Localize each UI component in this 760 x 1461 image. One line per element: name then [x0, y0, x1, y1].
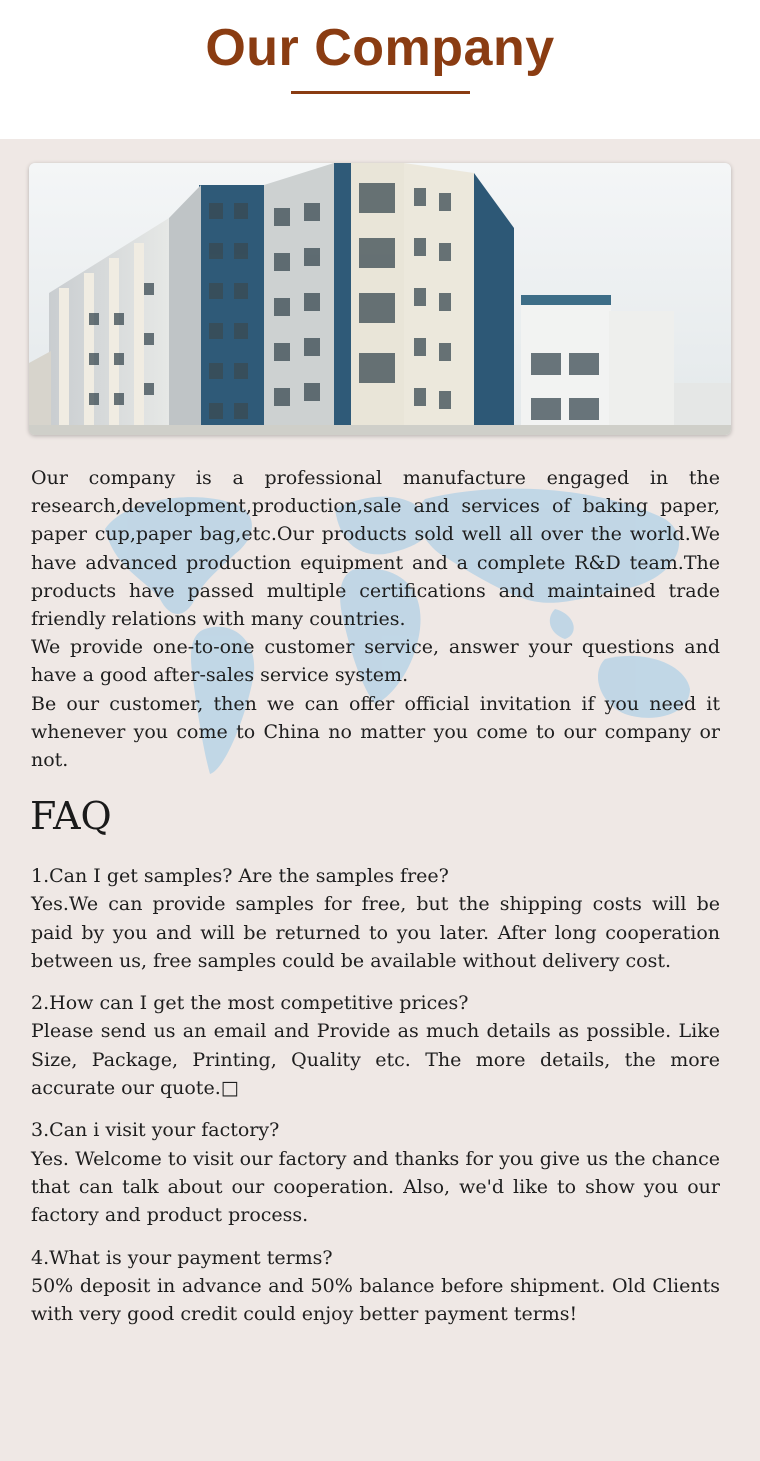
faq-question: 2.How can I get the most competitive prices? — [31, 992, 469, 1015]
faq-item — [31, 1244, 720, 1329]
faq-answer: Yes. Welcome to visit our factory and thanks for you give us the chance that can talk about our cooperation. Also, we'd like to show you our factory and product process. — [31, 1147, 720, 1227]
faq-question: 1.Can I get samples? Are the samples free? — [31, 865, 449, 887]
title-underline — [291, 91, 470, 94]
company-intro — [31, 464, 720, 774]
faq-question: 4.What is your payment terms? — [31, 1246, 333, 1269]
faq-item — [31, 989, 720, 1102]
page-title: Our Company — [205, 19, 555, 77]
faq-title: FAQ — [30, 794, 112, 838]
faq-item — [31, 862, 720, 975]
header — [0, 0, 760, 139]
factory-photo — [29, 163, 731, 435]
faq-answer: 50% deposit in advance and 50% balance before shipment. Old Clients with very good credit could enjoy better payment terms! — [31, 1274, 720, 1326]
intro-paragraph: Our company is a professional manufacture engaged in the research,development,production,sale and services of baking paper, paper cup,paper bag,etc.Our products sold well all over the world.We have advanced production equipment and a complete R&D team.The products have passed multiple certifications and maintained trade friendly relations with many countries. — [31, 467, 720, 631]
factory-building-image — [29, 163, 731, 435]
faq-question: 3.Can i visit your factory? — [31, 1119, 280, 1142]
content-panel — [0, 139, 760, 1461]
faq-list — [31, 862, 720, 1342]
faq-answer: Please send us an email and Provide as much details as possible. Like Size, Package, Printing, Quality etc. The more details, the more accurate our quote.□ — [31, 1020, 720, 1100]
intro-paragraph: Be our customer, then we can offer official invitation if you need it whenever you come to China no matter you come to our company or not. — [31, 692, 720, 772]
intro-paragraph: We provide one-to-one customer service, answer your questions and have a good after-sales service system. — [31, 636, 720, 687]
faq-answer: Yes.We can provide samples for free, but the shipping costs will be paid by you and will be returned to you later. After long cooperation between us, free samples could be available without delivery cost. — [31, 893, 720, 972]
faq-item — [31, 1116, 720, 1229]
